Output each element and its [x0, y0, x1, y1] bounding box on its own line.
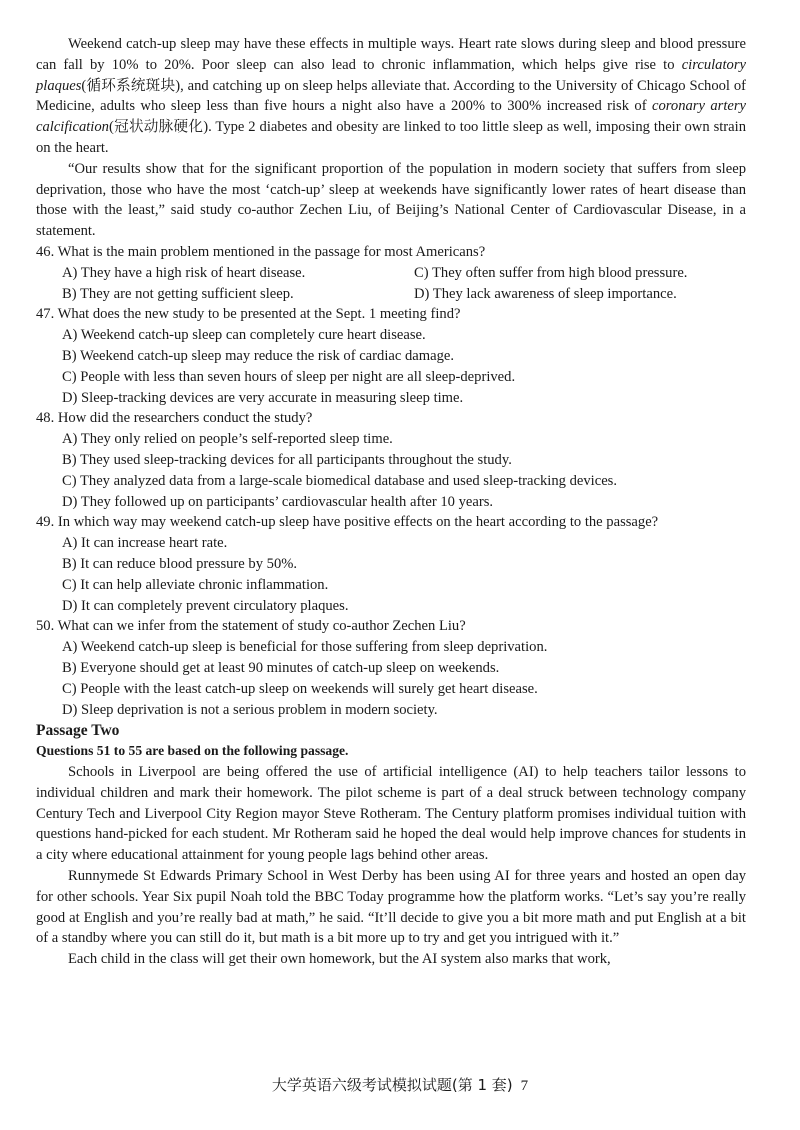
question-stem: 47. What does the new study to be presented at the Sept. 1 meeting find? [36, 306, 461, 323]
option-d: D) Sleep deprivation is not a serious problem in modern society. [62, 701, 438, 718]
option-c: C) People with less than seven hours of sleep per night are all sleep-deprived. [62, 368, 516, 385]
italic-term: coronary artery calcification [36, 98, 747, 136]
option-d: D) They lack awareness of sleep importance. [414, 285, 677, 302]
option-c: C) People with the least catch-up sleep on weekends will surely get heart disease. [62, 680, 538, 697]
passage-two-paragraph-3: Each child in the class will get their own homework, but the AI system also marks that work, [68, 951, 611, 968]
option-b: B) Everyone should get at least 90 minutes of catch-up sleep on weekends. [62, 659, 500, 676]
option-a: A) Weekend catch-up sleep is beneficial for those suffering from sleep deprivation. [62, 639, 548, 656]
passage-two-instructions: Questions 51 to 55 are based on the following passage. [36, 743, 349, 759]
question-46 [36, 242, 746, 304]
option-d: D) It can completely prevent circulatory plaques. [62, 597, 349, 614]
option-b: B) It can reduce blood pressure by 50%. [62, 555, 298, 572]
option-a: A) They only relied on people’s self-reported sleep time. [62, 431, 393, 448]
passage-one-paragraph [36, 34, 746, 159]
question-50 [36, 616, 746, 720]
question-stem: 48. How did the researchers conduct the study? [36, 410, 313, 427]
page-footer [0, 1074, 800, 1095]
option-b: B) They used sleep-tracking devices for all participants throughout the study. [62, 451, 512, 468]
option-row [36, 263, 746, 284]
question-stem: 50. What can we infer from the statement of study co-author Zechen Liu? [36, 618, 466, 635]
question-47 [36, 304, 746, 408]
passage-two-paragraph-1: Schools in Liverpool are being offered the use of artificial intelligence (AI) to help teachers tailor lessons to individual children and mark their homework. The pilot scheme is part of a deal struck between technology company Century Tech and Liverpool City Region mayor Steve Rotheram. The Century platform promises individual tuition with questions hand-picked for each student. Mr Rotheram said he hoped the deal would help improve chances for students in a city where educational attainment for young people lags behind other areas. [36, 764, 746, 864]
passage-one-quote-paragraph: “Our results show that for the significant proportion of the population in modern society that suffers from sleep deprivation, those who have the most ‘catch-up’ sleep at weekends have significantly lower rates of heart disease than those with the least,” said study co-author Zechen Liu, of Beijing’s National Center of Cardiovascular Disease, in a statement. [36, 160, 746, 240]
option-row [36, 284, 746, 305]
text-span: Weekend catch-up sleep may have these effects in multiple ways. Heart rate slows during sleep and blood pressure can fall by 10% to 20%. Poor sleep can also lead to chronic inflammation, which helps give rise to [36, 36, 746, 73]
option-d: D) They followed up on participants’ cardiovascular health after 10 years. [62, 493, 494, 510]
text-span: (循环系统斑块), and catching up on sleep helps alleviate that. According to the University of Chicago School of Medicine, adults who sleep less than five hours a night also have a 200% to 300% increased risk of [36, 77, 746, 115]
question-stem: 49. In which way may weekend catch-up sleep have positive effects on the heart according to the passage? [36, 514, 659, 531]
option-a: A) It can increase heart rate. [62, 535, 228, 552]
page-number: 7 [520, 1078, 529, 1094]
question-48 [36, 408, 746, 512]
text-span: (冠状动脉硬化). Type 2 diabetes and obesity are linked to too little sleep as well, imposing their own strain on the heart. [36, 119, 746, 156]
option-b: B) They are not getting sufficient sleep. [62, 285, 294, 302]
option-d: D) Sleep-tracking devices are very accurate in measuring sleep time. [62, 389, 464, 406]
option-c: C) It can help alleviate chronic inflammation. [62, 576, 329, 593]
question-stem: 46. What is the main problem mentioned in the passage for most Americans? [36, 243, 486, 260]
question-49 [36, 512, 746, 616]
passage-two-heading: Passage Two [36, 722, 120, 740]
option-c: C) They analyzed data from a large-scale biomedical database and used sleep-tracking devices. [62, 472, 617, 489]
option-a: A) Weekend catch-up sleep can completely cure heart disease. [62, 327, 426, 344]
page-content [36, 34, 746, 970]
option-b: B) Weekend catch-up sleep may reduce the risk of cardiac damage. [62, 347, 454, 364]
passage-two-paragraph-2: Runnymede St Edwards Primary School in West Derby has been using AI for three years and hosted an open day for other schools. Year Six pupil Noah told the BBC Today programme how the platform works. “Let’s say you’re really good at English and you’re really bad at math,” he said. “It’ll decide to give you a bit more math and put English at a bit of a standby where you can still do it, but math is a bit more up to try and get you intrigued with it.” [36, 868, 746, 947]
footer-title: 大学英语六级考试模拟试题(第 1 套) [271, 1076, 513, 1094]
option-c: C) They often suffer from high blood pressure. [414, 264, 688, 281]
italic-term: circulatory plaques [36, 56, 746, 94]
option-a: A) They have a high risk of heart disease. [62, 264, 306, 281]
